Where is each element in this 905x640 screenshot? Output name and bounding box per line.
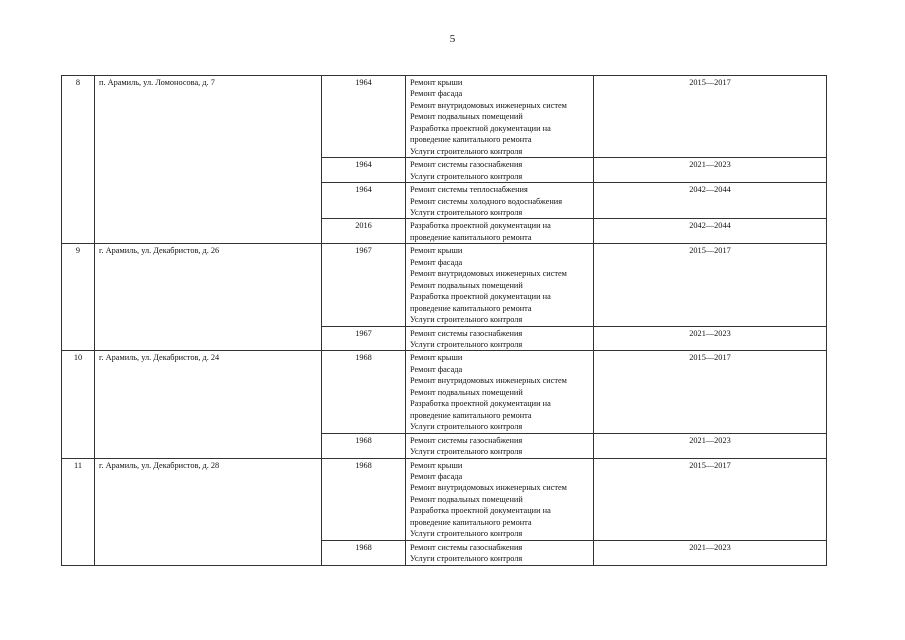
work-item: Ремонт фасада [410,257,463,267]
work-item: Ремонт системы газоснабжения [410,435,523,445]
work-item: Ремонт крыши [410,460,463,470]
year-cell: 1964 [322,76,406,158]
table-row [62,351,827,433]
repair-schedule-table [61,75,827,566]
table-row [62,76,827,158]
work-item: Ремонт внутридомовых инженерных систем [410,483,567,493]
work-item: Услуги строительного контроля [410,315,523,325]
period-cell: 2021—2023 [594,540,827,565]
work-item: Ремонт системы холодного водоснабжения [410,196,563,206]
period-cell: 2042—2044 [594,183,827,219]
work-item: Услуги строительного контроля [410,529,523,539]
period-cell: 2042—2044 [594,219,827,244]
building-address: г. Арамиль, ул. Декабристов, д. 28 [95,458,322,565]
work-item: Ремонт фасада [410,89,463,99]
works-cell [406,433,594,458]
work-item: Разработка проектной документации на [410,292,551,302]
work-item: Ремонт внутридомовых инженерных систем [410,269,567,279]
period-cell: 2021—2023 [594,433,827,458]
year-cell: 2016 [322,219,406,244]
work-item: Услуги строительного контроля [410,171,523,181]
work-item: Разработка проектной документации на [410,506,551,516]
table-row [62,244,827,326]
works-cell [406,351,594,433]
year-cell: 1967 [322,244,406,326]
work-item: Ремонт крыши [410,246,463,256]
work-item: Разработка проектной документации на [410,221,551,231]
year-cell: 1964 [322,183,406,219]
work-item: проведение капитального ремонта [410,303,532,313]
works-cell [406,158,594,183]
work-item: Услуги строительного контроля [410,339,523,349]
work-item: проведение капитального ремонта [410,232,532,242]
period-cell: 2015—2017 [594,458,827,540]
year-cell: 1968 [322,540,406,565]
work-item: Ремонт подвальных помещений [410,280,523,290]
year-cell: 1964 [322,158,406,183]
year-cell: 1967 [322,326,406,351]
entry-number: 10 [62,351,95,458]
page-number: 5 [449,33,456,45]
work-item: Ремонт внутридомовых инженерных систем [410,100,567,110]
building-address: п. Арамиль, ул. Ломоносова, д. 7 [95,76,322,244]
works-cell [406,183,594,219]
entry-number: 8 [62,76,95,244]
work-item: Услуги строительного контроля [410,146,523,156]
work-item: Услуги строительного контроля [410,207,523,217]
period-cell: 2015—2017 [594,76,827,158]
work-item: Разработка проектной документации на [410,399,551,409]
work-item: Услуги строительного контроля [410,554,523,564]
work-item: проведение капитального ремонта [410,517,532,527]
work-item: Ремонт подвальных помещений [410,387,523,397]
work-item: Ремонт фасада [410,471,463,481]
building-address: г. Арамиль, ул. Декабристов, д. 24 [95,351,322,458]
work-item: Ремонт системы газоснабжения [410,160,523,170]
period-cell: 2021—2023 [594,326,827,351]
table-row [62,458,827,540]
work-item: Ремонт системы теплоснабжения [410,185,528,195]
work-item: Ремонт подвальных помещений [410,494,523,504]
year-cell: 1968 [322,433,406,458]
building-address: г. Арамиль, ул. Декабристов, д. 26 [95,244,322,351]
work-item: Услуги строительного контроля [410,422,523,432]
works-cell [406,219,594,244]
entry-number: 9 [62,244,95,351]
entry-number: 11 [62,458,95,565]
work-item: Ремонт фасада [410,364,463,374]
period-cell: 2015—2017 [594,351,827,433]
works-cell [406,244,594,326]
works-cell [406,540,594,565]
works-cell [406,326,594,351]
period-cell: 2015—2017 [594,244,827,326]
works-cell [406,458,594,540]
work-item: Ремонт системы газоснабжения [410,328,523,338]
work-item: проведение капитального ремонта [410,135,532,145]
work-item: Ремонт крыши [410,78,463,87]
works-cell [406,76,594,158]
work-item: Разработка проектной документации на [410,123,551,133]
period-cell: 2021—2023 [594,158,827,183]
work-item: Ремонт внутридомовых инженерных систем [410,376,567,386]
work-item: Ремонт системы газоснабжения [410,542,523,552]
year-cell: 1968 [322,458,406,540]
work-item: проведение капитального ремонта [410,410,532,420]
work-item: Ремонт подвальных помещений [410,112,523,122]
work-item: Ремонт крыши [410,353,463,363]
year-cell: 1968 [322,351,406,433]
work-item: Услуги строительного контроля [410,447,523,457]
